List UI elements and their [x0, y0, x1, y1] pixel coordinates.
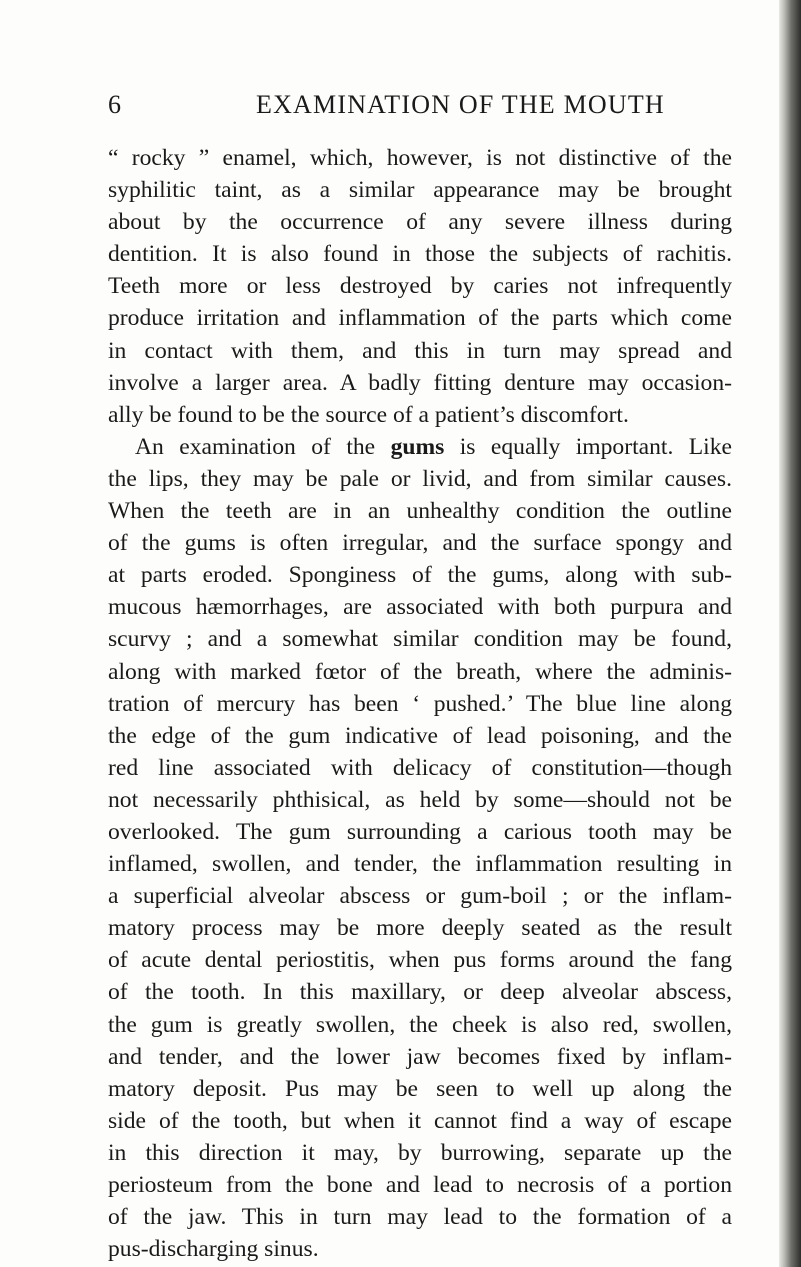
page-binding-edge — [779, 0, 801, 1267]
text-line: the lips, they may be pale or livid, and from similar causes. — [108, 465, 732, 492]
text-line: red line associated with delicacy of constitution—though — [108, 754, 732, 781]
text-line: matory deposit. Pus may be seen to well up along the — [108, 1075, 732, 1102]
text-line: along with marked fœtor of the breath, where the adminis- — [108, 658, 732, 685]
keyword-gums: gums — [390, 433, 445, 460]
text-line: a superficial alveolar abscess or gum-boil ; or the inflam- — [108, 883, 732, 910]
text-fragment: An examination of the — [135, 433, 376, 460]
text-line: the gum is greatly swollen, the cheek is also red, swollen, — [108, 1011, 732, 1038]
text-line: pus-discharging sinus. — [108, 1236, 319, 1263]
text-line: Teeth more or less destroyed by caries not infrequently — [108, 273, 732, 300]
text-line: tration of mercury has been ‘ pushed.’ The blue line along — [108, 690, 732, 717]
text-line: of the gums is often irregular, and the surface spongy and — [108, 530, 732, 557]
text-line: syphilitic taint, as a similar appearance may be brought — [108, 177, 732, 204]
text-line: mucous hæmorrhages, are associated with both purpura and — [108, 594, 732, 621]
text-line: matory process may be more deeply seated as the result — [108, 915, 732, 942]
text-line: periosteum from the bone and lead to necrosis of a portion — [108, 1172, 732, 1198]
text-line: ally be found to be the source of a patient’s discomfort. — [108, 401, 629, 428]
text-line: produce irritation and inflammation of the parts which come — [108, 305, 732, 332]
text-line-gums — [108, 431, 732, 463]
text-line: and tender, and the lower jaw becomes fixed by inflam- — [108, 1043, 732, 1070]
page-header — [108, 90, 732, 124]
text-line: the edge of the gum indicative of lead poisoning, and the — [108, 722, 732, 749]
body-text — [108, 142, 732, 1265]
text-line: in contact with them, and this in turn may spread and — [108, 337, 732, 364]
text-line: dentition. It is also found in those the subjects of rachitis. — [108, 241, 732, 268]
text-line: of acute dental periostitis, when pus forms around the fang — [108, 947, 732, 974]
text-line: of the jaw. This in turn may lead to the formation of a — [108, 1204, 732, 1231]
running-title: EXAMINATION OF THE MOUTH — [256, 90, 665, 119]
text-line: “ rocky ” enamel, which, however, is not distinctive of the — [108, 145, 732, 171]
text-line: involve a larger area. A badly fitting denture may occasion- — [108, 369, 732, 396]
page-number: 6 — [108, 90, 122, 119]
text-line: overlooked. The gum surrounding a carious tooth may be — [108, 818, 732, 845]
text-line: about by the occurrence of any severe illness during — [108, 209, 732, 236]
text-line: at parts eroded. Sponginess of the gums, along with sub- — [108, 562, 732, 589]
text-line: side of the tooth, but when it cannot find a way of escape — [108, 1107, 732, 1134]
text-line: When the teeth are in an unhealthy condition the outline — [108, 498, 732, 525]
text-line: scurvy ; and a somewhat similar condition may be found, — [108, 626, 732, 653]
text-line: of the tooth. In this maxillary, or deep alveolar abscess, — [108, 979, 732, 1006]
text-fragment: is equally important. Like — [459, 433, 732, 460]
text-line: inflamed, swollen, and tender, the inflammation resulting in — [108, 851, 732, 878]
text-line: not necessarily phthisical, as held by some—should not be — [108, 786, 732, 813]
text-line: in this direction it may, by burrowing, separate up the — [108, 1139, 732, 1166]
